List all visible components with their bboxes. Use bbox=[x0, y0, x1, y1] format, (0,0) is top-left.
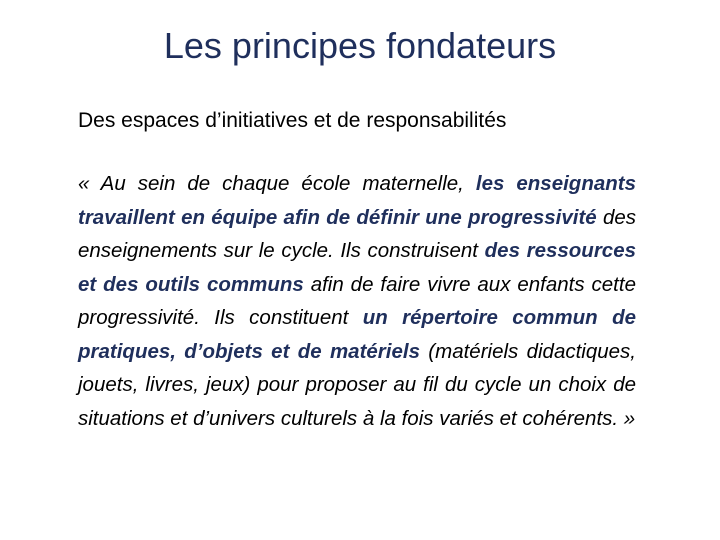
quote-paragraph bbox=[78, 167, 636, 435]
slide-title: Les principes fondateurs bbox=[163, 25, 557, 66]
quote-text-segment: des enseignements sur le cycle. Ils construisent bbox=[78, 205, 636, 262]
quote-text-segment: (matériels didactiques, jouets, livres, jeux) pour proposer au fil du cycle un choix de situations et d’univers culturels à la fois variés et cohérents. » bbox=[78, 339, 636, 430]
quote-emphasis-segment: un répertoire commun de pratiques, d’objets et de matériels bbox=[78, 306, 636, 363]
quote-text-segment: « Au sein de chaque école maternelle, bbox=[78, 172, 476, 195]
quote-text-segment: afin de faire vivre aux enfants cette progressivité. Ils constituent bbox=[78, 272, 636, 329]
quote-emphasis-segment: des ressources et des outils communs bbox=[78, 239, 636, 296]
quote-emphasis-segment: les enseignants travaillent en équipe afin de définir une progressivité bbox=[78, 172, 636, 229]
slide-subtitle: Des espaces d’initiatives et de responsabilités bbox=[78, 109, 507, 132]
